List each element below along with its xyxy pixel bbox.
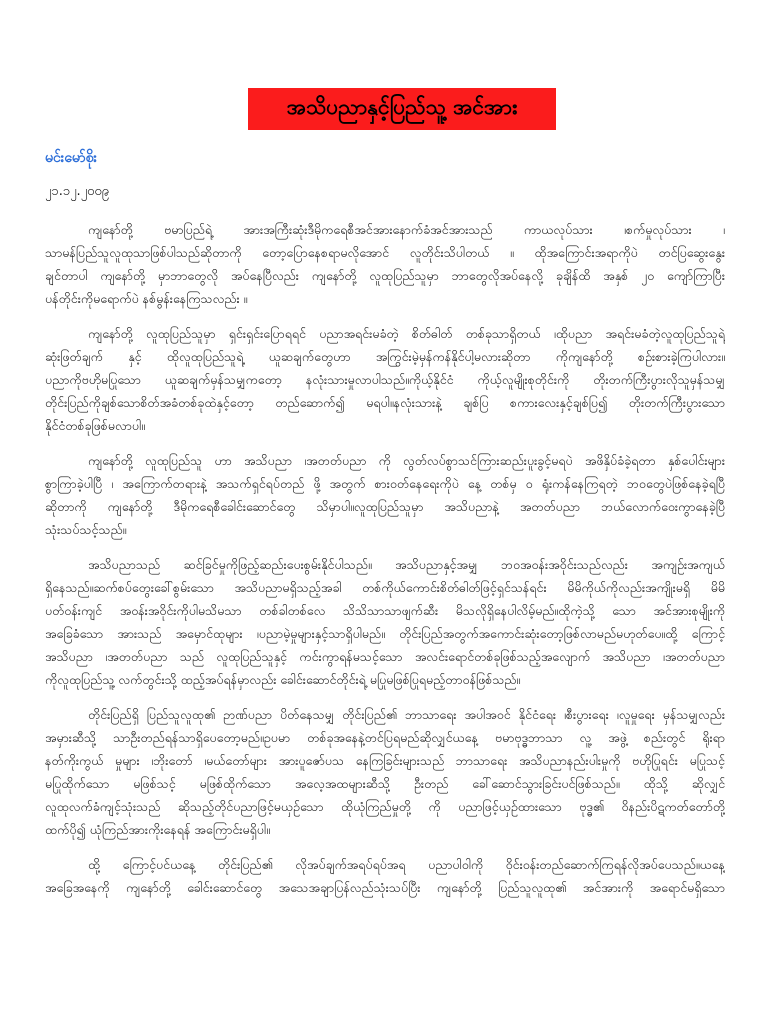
text-line: အမှားဆီသို့ သာဦးတည်ရန်သာရှိပေတော့မည်။ဥပမာ တစ်ခုအနေနဲ့တင်ပြရမည်ဆိုလျှင်ယနေ့ ဗမာဗုဒ္ဓဘာသာ လူ့ အဖွဲ့ စည်းတွင် ရိုးရာ <box>45 730 725 745</box>
text-line: အခြေအနေကို ကျနော်တို့ ခေါင်းဆောင်တွေ အသေအချာပြန်လည်သုံးသပ်ပြီး ကျနော်တို့ ပြည်သူလူထု၏ အင်အားကို အရောင်မရှိသော <box>45 880 725 895</box>
text-line: အခြေခံသော အားသည် အမှောင်ထုများ ၊ပညာမဲ့မှုများနှင့်သာရှိပါမည်။ တိုင်းပြည်အတွက်အကောင်းဆုံးတော့ဖြစ်လာမည်မဟုတ်ပေ။ထို့ ကြောင့် <box>45 626 725 641</box>
paragraph-5 <box>45 703 725 841</box>
text-line: စွာကြာခဲ့ပါပြီ ၊ အကြောက်တရားနဲ့ အသက်ရှင်ရပ်တည် ဖို့ အတွက် စားဝတ်နေရေးကိုပဲ နေ့ တစ်မှ ၀ ရုံးကန်နေကြရတဲ့ ဘဝတွေပဲဖြစ်နေခဲ့ရပြီ <box>45 476 725 491</box>
paragraph-4 <box>45 553 725 691</box>
article-body <box>45 218 725 911</box>
title-banner <box>248 88 556 130</box>
text-line: ပညာကိုဗဟိုမပြုသော ယူဆချက်မှန်သမျှကတော့ နလုံးသားမှုလာပါသည်။ကိုယ့်နိုင်ငံ ကိုယ့်လူမျိုးစုတိုင်းကို တိုးတက်ကြီးပွားလိုသူမှန်သမျှ <box>45 372 725 387</box>
document-date: ၂၁.၁၂.၂၀၀၉ <box>45 184 109 199</box>
text-line: ကျနော်တို့ လူထုပြည်သူ ဟာ အသိပညာ ၊အတတ်ပညာ ကို လွတ်လပ်စွာသင်ကြားဆည်းပူးခွင့်မရပဲ အဖိနှိပ်ခံခဲ့ရတာ နှစ်ပေါင်းများ <box>88 453 725 468</box>
text-line: ပန်တိုင်းကိုမရောက်ပဲ နစ်မွန်းနေကြသလည်း ။ <box>45 291 248 306</box>
text-line: သုံးသပ်သင့်သည်။ <box>45 522 127 537</box>
text-line: ဆိုတာကို ကျနော်တို့ ဒီမိုကရေစီခေါင်းဆောင်တွေ သိမှာပါ။လူထုပြည်သူမှာ အသိပညာနဲ့ အတတ်ပညာ ဘယ်လောက်ဝေးကွာနေခဲ့ပြီ <box>45 499 725 514</box>
text-line: ထက်ပို၍ ယုံကြည်အားကိုးနေရန် အကြောင်းမရှိပါ။ <box>45 822 270 837</box>
text-line: ထို့ ကြောင့်ပင်ယနေ့ တိုင်းပြည်၏ လိုအပ်ချက်အရပ်ရပ်အရ ပညာပါဝါကို ဝိုင်းဝန်းတည်ဆောက်ကြရန်လိုအပ်ပေသည်။ယနေ့ <box>88 857 725 872</box>
text-line: အသိပညာသည် ဆင်ခြင်မှုကိုဖြည့်ဆည်းပေးစွမ်းနိုင်ပါသည်။ အသိပညာနှင့်အမျှ ဘဝအဝန်းအဝိုင်းသည်လည်း အကျဉ်းအကျယ် <box>88 557 725 572</box>
text-line: ရှိနေသည်။ဆက်စပ်တွေးခေါ်စွမ်းသော အသိပညာမရှိသည့်အခါ တစ်ကိုယ်ကောင်းစိတ်ဓါတ်ဖြင့်ရှင်သန်ရင်း မိမိကိုယ်ကိုလည်းအကျိုးမရှိ မိမိ <box>45 580 725 595</box>
text-line: တိုင်းပြည်ကိုချစ်သောစိတ်အခံတစ်ခုထဲနှင့်တော့ တည်ဆောက်၍ မရပါ။နလုံးသားနဲ့ ချစ်ပြ စကားလေးနှင့်ချစ်ပြ၍ တိုးတက်ကြီးပွားသော <box>45 395 725 410</box>
document-title: အသိပညာနှင့်ပြည်သူ့ အင်အား <box>286 94 518 119</box>
text-line: နိုင်ငံတစ်ခုဖြစ်မလာပါ။ <box>45 418 145 433</box>
text-line: လူထုလက်ခံကျင့်သုံးသည် ဆိုသည့်တိုင်ပညာဖြင့်မယှဉ်သော ထိုယုံကြည်မှုတို့ ကို ပညာဖြင့်ယှဉ်ထားသော ဗုဒ္ဓ၏ ဝိနည်းပိဋကတ်တော်တို့ <box>45 799 725 814</box>
paragraph-6 <box>45 853 725 899</box>
text-line: ကျနော်တို့ ဗမာပြည်ရဲ့ အားအကြီးဆုံးဒီမိုကရေစီအင်အားနောက်ခံအင်အားသည် ကာယလုပ်သား ၊စက်မှုလုပ်သား ၊ <box>88 222 725 237</box>
text-line: သာမန်ပြည်သူလူထုသာဖြစ်ပါသည်ဆိုတာကို တော့ပြောနေစရာမလိုအောင် လူတိုင်းသိပါတယ် ။ ထိုအကြောင်းအရာကိုပဲ တင်ပြဆွေးနွေး <box>45 245 725 260</box>
text-line: ဆုံးဖြတ်ချက် နှင့် ထိုလူထုပြည်သူရဲ့ ယူဆချက်တွေဟာ အကြွင်းမဲ့မှန်ကန်နိုင်ပါ့မလားဆိုတာ ကိုကျနော်တို့ စဉ်းစားခဲ့ကြပါလား။ <box>45 349 725 364</box>
text-line: ပတ်ဝန်းကျင် အဝန်းအဝိုင်းကိုပါမသိမသာ တစ်ခါတစ်လေ သိသိသာသာဖျက်ဆီး မိသလိုရှိနေပါလိမ့်မည်။ထိုကဲ့သို့ သော အင်အားစုမျိုးကို <box>45 603 725 618</box>
text-line: အသိပညာ ၊အတတ်ပညာ သည် လူထုပြည်သူနှင့် ကင်းကွာရန်မသင့်သော အလင်းရောင်တစ်ခုဖြစ်သည့်အလျောက် အသိပညာ ၊အတတ်ပညာ <box>45 649 725 664</box>
text-line: ကိုလူထုပြည်သူ့ လက်တွင်းသို့ ထည့်အပ်ရန်မှာလည်း ခေါင်းဆောင်တိုင်းရဲ့ မပြုမဖြစ်ပြုရမည့်တာဝန်ဖြစ်သည်။ <box>45 672 521 687</box>
text-line: မပြုထိုက်သော မဖြစ်သင့် မဖြစ်ထိုက်သော အလေ့အထများဆီသို့ ဦးတည် ခေါ်ဆောင်သွားခြင်းပင်ဖြစ်သည်။ ထိုသို့ ဆိုလျှင် <box>45 776 725 791</box>
paragraph-2 <box>45 322 725 437</box>
author-name: မင်းမော်စိုး <box>45 150 98 166</box>
text-line: နတ်ကိုးကွယ် မှုများ ၊ဘိုးတော် ၊မယ်တော်များ အားပူဇော်ပသ နေကြခြင်းများသည် ဘာသာရေး အသိပညာနည်းပါးမှုကို ဗဟိုပြုရင်း မပြုသင့် <box>45 753 725 768</box>
paragraph-3 <box>45 449 725 541</box>
paragraph-1 <box>45 218 725 310</box>
text-line: ကျနော်တို့ လူထုပြည်သူမှာ ရှင်းရှင်းပြောရရင် ပညာအရင်းမခံတဲ့ စိတ်ဓါတ် တစ်ခုသာရှိတယ် ၊ထိုပညာ အရင်းမခံတဲ့လူထုပြည်သူရဲ့ <box>88 326 725 341</box>
text-line: တိုင်းပြည်ရှိ ပြည်သူလူထု၏ ဉာဏ်ပညာ ပိတ်နေသမျှ တိုင်းပြည်၏ ဘာသာရေး အပါအဝင် နိုင်ငံရေး ၊စီးပွားရေး ၊လူမှုရေး မှန်သမျှလည်း <box>88 707 725 722</box>
text-line: ချင်တာပါ ကျနော်တို့ မှာဘာတွေလို အပ်နေပြီလည်း ကျနော်တို့ လူထုပြည်သူမှာ ဘာတွေလိုအပ်နေလို့ ခုချိန်ထိ အနှစ် ၂၀ ကျော်ကြာပြီး <box>45 268 725 283</box>
